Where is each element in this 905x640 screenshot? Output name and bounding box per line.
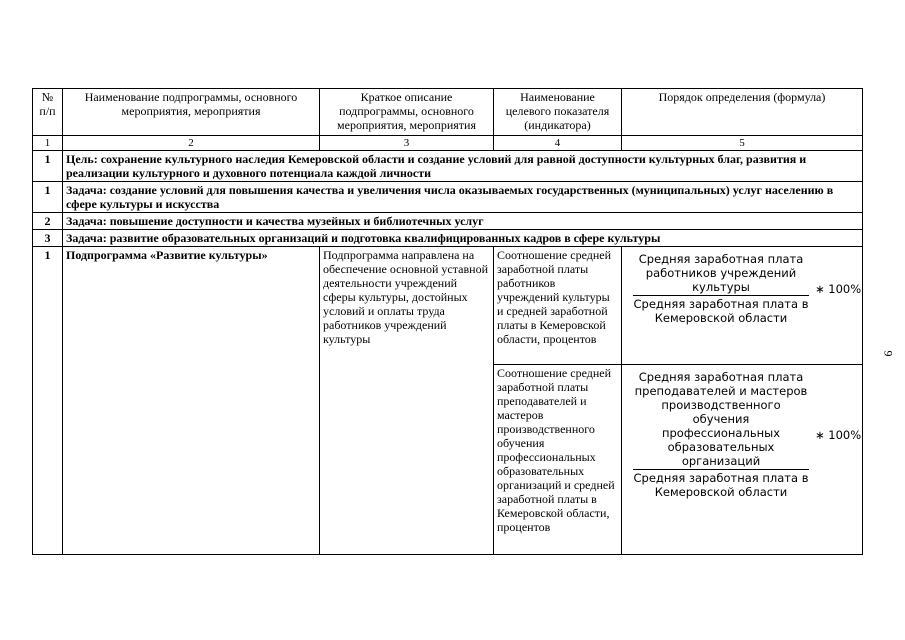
program-description: Подпрограмма направлена на обеспечение основной уставной деятельности учреждений сферы культуры, достойных условий и оплаты труда работников учреждений культуры [320,247,494,555]
header-number: № п/п [33,89,63,136]
task-text: Задача: создание условий для повышения качества и увеличения числа оказываемых государственных (муниципальных) услуг населению в сфере культуры и искусства [63,182,863,213]
indicator-formula [622,365,863,555]
task-text: Задача: развитие образовательных организаций и подготовка квалифицированных кадров в сфере культуры [63,230,863,247]
header-name: Наименование подпрограммы, основного мероприятия, мероприятия [63,89,320,136]
fraction [633,252,809,325]
program-table [32,88,863,555]
task-text: Задача: повышение доступности и качества музейных и библиотечных услуг [63,213,863,230]
task-number: 1 [33,182,63,213]
indicator-name: Соотношение средней заработной платы преподавателей и мастеров производственного обучения профессиональных образовательных организаций и средней заработной платы в Кемеровской области, процентов [494,365,622,555]
program-name: Подпрограмма «Развитие культуры» [63,247,320,555]
formula [625,366,862,499]
column-number: 2 [63,136,320,151]
indicator-name: Соотношение средней заработной платы работников учреждений культуры и средней заработной платы в Кемеровской области, процентов [494,247,622,365]
page-number: 9 [881,350,896,357]
program-row [33,247,863,365]
formula-denominator: Средняя заработная плата в Кемеровской области [633,297,809,325]
formula-numerator: Средняя заработная плата преподавателей и мастеров производственного обучения профессиональных образовательных организаций [634,370,808,468]
task-number: 2 [33,213,63,230]
header-formula: Порядок определения (формула) [622,89,863,136]
formula [625,248,862,325]
column-number: 3 [320,136,494,151]
task-row [33,213,863,230]
fraction [633,370,809,499]
indicator-formula [622,247,863,365]
task-row [33,182,863,213]
task-number: 3 [33,230,63,247]
program-number: 1 [33,247,63,555]
task-row [33,230,863,247]
formula-denominator: Средняя заработная плата в Кемеровской области [633,471,809,499]
goal-number: 1 [33,151,63,182]
column-number: 1 [33,136,63,151]
column-number: 4 [494,136,622,151]
header-row [33,89,863,136]
formula-numerator: Средняя заработная плата работников учреждений культуры [633,252,809,296]
goal-text: Цель: сохранение культурного наследия Кемеровской области и создание условий для равной доступности культурных благ, развития и реализации культурного и духовного потенциала каждой личности [63,151,863,182]
header-description: Краткое описание подпрограммы, основного мероприятия, мероприятия [320,89,494,136]
formula-multiplier: ∗ 100% [815,427,862,442]
column-numbers-row [33,136,863,151]
column-number: 5 [622,136,863,151]
formula-multiplier: ∗ 100% [815,281,862,296]
header-indicator: Наименование целевого показателя (индикатора) [494,89,622,136]
goal-row [33,151,863,182]
